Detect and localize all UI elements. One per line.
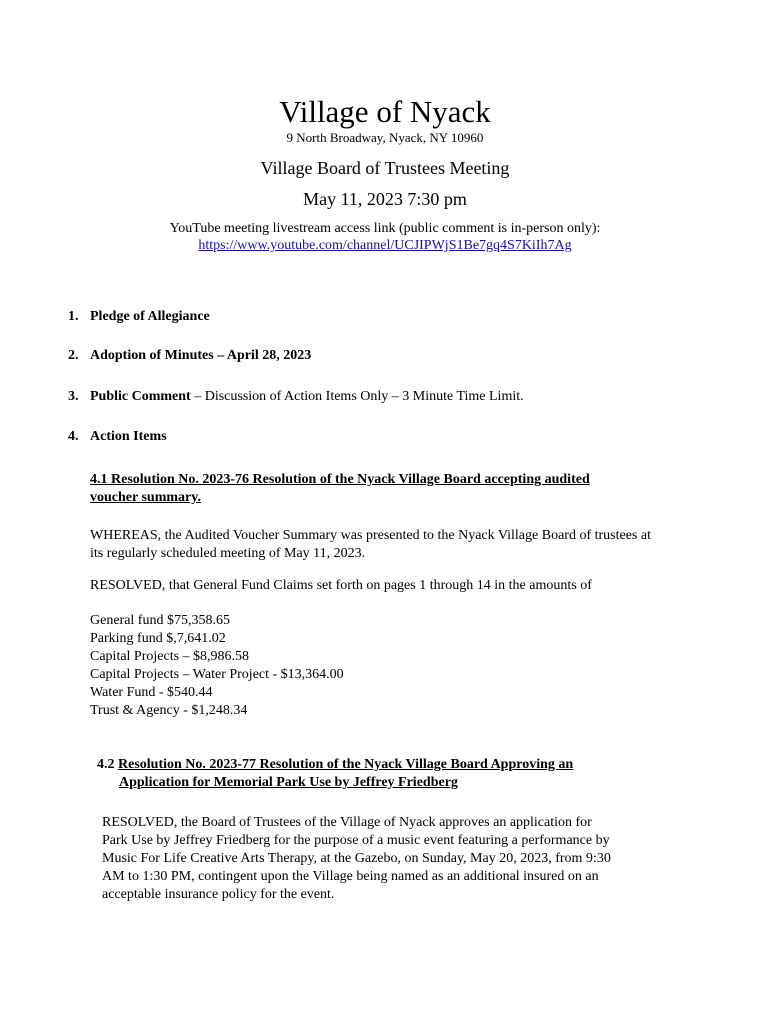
heading-line: Application for Memorial Park Use by Jeffrey Friedberg bbox=[119, 775, 458, 790]
agenda-item-2 bbox=[68, 347, 311, 365]
whereas-line: its regularly scheduled meeting of May 11, 2023. bbox=[90, 546, 366, 561]
meeting-name: Village Board of Trustees Meeting bbox=[260, 158, 510, 178]
youtube-note: YouTube meeting livestream access link (public comment is in-person only): bbox=[169, 221, 601, 236]
heading-line: voucher summary. bbox=[90, 490, 201, 505]
fund-list bbox=[90, 612, 344, 720]
fund-item: Parking fund $,7,641.02 bbox=[90, 631, 226, 646]
fund-item: General fund $75,358.65 bbox=[90, 613, 230, 628]
resolution-number: 4.2 bbox=[97, 757, 115, 772]
agenda-item-3 bbox=[68, 388, 524, 406]
item-title: Action Items bbox=[90, 429, 167, 444]
resolution-4-1-resolved bbox=[90, 577, 592, 595]
resolution-4-2-heading bbox=[97, 756, 573, 792]
resolution-4-2-body bbox=[102, 814, 611, 904]
address: 9 North Broadway, Nyack, NY 10960 bbox=[286, 130, 484, 145]
fund-item: Capital Projects – $8,986.58 bbox=[90, 649, 250, 664]
heading-line: 4.1 Resolution No. 2023-76 Resolution of the Nyack Village Board accepting audited bbox=[90, 472, 590, 487]
resolution-4-1-whereas bbox=[90, 527, 651, 563]
item-number: 1. bbox=[68, 309, 79, 324]
meeting-date: May 11, 2023 7:30 pm bbox=[303, 189, 467, 209]
fund-item: Capital Projects – Water Project - $13,364.00 bbox=[90, 667, 344, 682]
page-title: Village of Nyack bbox=[279, 94, 491, 129]
body-line: Music For Life Creative Arts Therapy, at the Gazebo, on Sunday, May 20, 2023, from 9:30 bbox=[102, 851, 611, 866]
item-title: Public Comment bbox=[90, 389, 191, 404]
item-description: – Discussion of Action Items Only – 3 Minute Time Limit. bbox=[190, 389, 524, 404]
body-line: AM to 1:30 PM, contingent upon the Village being named as an additional insured on an bbox=[102, 869, 599, 884]
youtube-link[interactable]: https://www.youtube.com/channel/UCJIPWjS1Be7gq4S7KiIh7Ag bbox=[198, 238, 572, 253]
fund-item: Trust & Agency - $1,248.34 bbox=[90, 703, 248, 718]
agenda-item-1 bbox=[68, 308, 210, 326]
resolution-4-1-heading bbox=[90, 471, 590, 507]
item-number: 4. bbox=[68, 429, 79, 444]
item-number: 3. bbox=[68, 389, 79, 404]
item-title: Pledge of Allegiance bbox=[90, 309, 210, 324]
resolved-line: RESOLVED, that General Fund Claims set forth on pages 1 through 14 in the amounts of bbox=[90, 578, 592, 593]
body-line: RESOLVED, the Board of Trustees of the Village of Nyack approves an application for bbox=[102, 815, 592, 830]
fund-item: Water Fund - $540.44 bbox=[90, 685, 213, 700]
youtube-link-row bbox=[0, 237, 770, 255]
item-title: Adoption of Minutes – April 28, 2023 bbox=[90, 348, 312, 363]
item-number: 2. bbox=[68, 348, 79, 363]
heading-line: Resolution No. 2023-77 Resolution of the Nyack Village Board Approving an bbox=[118, 757, 574, 772]
agenda-item-4 bbox=[68, 428, 167, 446]
body-line: acceptable insurance policy for the event. bbox=[102, 887, 335, 902]
whereas-line: WHEREAS, the Audited Voucher Summary was presented to the Nyack Village Board of trustees at bbox=[90, 528, 651, 543]
body-line: Park Use by Jeffrey Friedberg for the purpose of a music event featuring a performance by bbox=[102, 833, 610, 848]
